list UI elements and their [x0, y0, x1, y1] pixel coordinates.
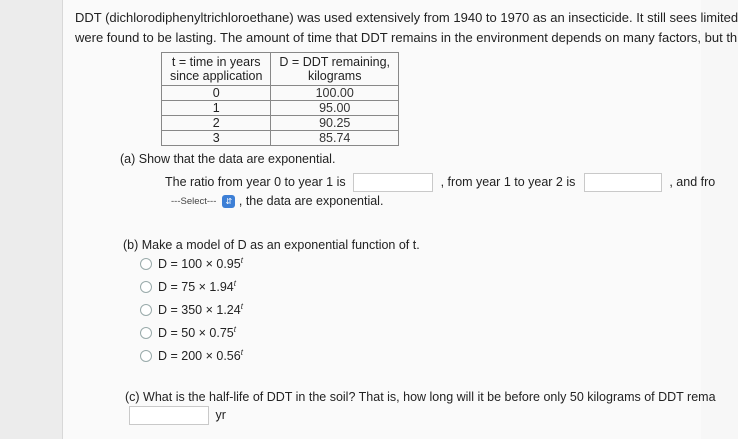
d-column-header: D = DDT remaining, kilograms — [271, 53, 399, 86]
ratio-text-3: , and fro — [669, 174, 716, 189]
part-b-prompt: (b) Make a model of D as an exponential function of t. — [123, 238, 420, 252]
intro-line-2: were found to be lasting. The amount of time that DDT remains in the environment depends on many factors, but th — [75, 30, 738, 45]
d-cell: 90.25 — [271, 116, 399, 131]
t-column-header: t = time in years since application — [162, 53, 271, 86]
left-rail — [0, 0, 62, 439]
ratio-0-1-input[interactable] — [353, 173, 433, 192]
t-cell: 1 — [162, 101, 271, 116]
d-cell: 100.00 — [271, 86, 399, 101]
ratio-1-2-input[interactable] — [584, 173, 662, 192]
conclusion-select[interactable] — [171, 194, 239, 208]
table-row — [162, 86, 399, 101]
t-cell: 2 — [162, 116, 271, 131]
intro-line-1: DDT (dichlorodiphenyltrichloroethane) was used extensively from 1940 to 1970 as an insecticide. It still sees limited — [75, 10, 738, 25]
ratio-text-2: , from year 1 to year 2 is — [440, 174, 576, 189]
table-row — [162, 131, 399, 146]
model-option[interactable]: $D = 75 \times 1.94^t$ — [140, 279, 236, 294]
part-c-prompt: (c) What is the half-life of DDT in the soil? That is, how long will it be before only 50 kilograms of DDT rema — [125, 390, 716, 404]
radio-button[interactable] — [140, 281, 152, 293]
select-label: ---Select--- — [171, 196, 217, 208]
half-life-row — [129, 406, 226, 425]
question-panel — [62, 0, 738, 439]
problem-intro — [75, 8, 738, 48]
select-row — [171, 194, 383, 208]
half-life-unit: yr — [215, 407, 226, 422]
d-cell: 85.74 — [271, 131, 399, 146]
ddt-data-table — [161, 52, 399, 146]
d-cell: 95.00 — [271, 101, 399, 116]
table-row — [162, 116, 399, 131]
part-a-prompt: (a) Show that the data are exponential. — [120, 152, 336, 166]
radio-button[interactable] — [140, 258, 152, 270]
radio-button[interactable] — [140, 350, 152, 362]
model-option[interactable]: $D = 100 \times 0.95^t$ — [140, 256, 243, 271]
half-life-input[interactable] — [129, 406, 209, 425]
table-row — [162, 101, 399, 116]
radio-button[interactable] — [140, 327, 152, 339]
t-cell: 3 — [162, 131, 271, 146]
radio-button[interactable] — [140, 304, 152, 316]
model-option[interactable]: $D = 350 \times 1.24^t$ — [140, 302, 243, 317]
select-suffix: , the data are exponential. — [238, 194, 384, 208]
model-option[interactable]: $D = 50 \times 0.75^t$ — [140, 325, 236, 340]
ratio-row — [165, 173, 715, 192]
model-option[interactable]: $D = 200 \times 0.56^t$ — [140, 348, 243, 363]
table-header-row — [162, 53, 399, 86]
ratio-text-1: The ratio from year 0 to year 1 is — [165, 174, 346, 189]
t-cell: 0 — [162, 86, 271, 101]
select-arrows-icon: ⇵ — [222, 195, 235, 208]
